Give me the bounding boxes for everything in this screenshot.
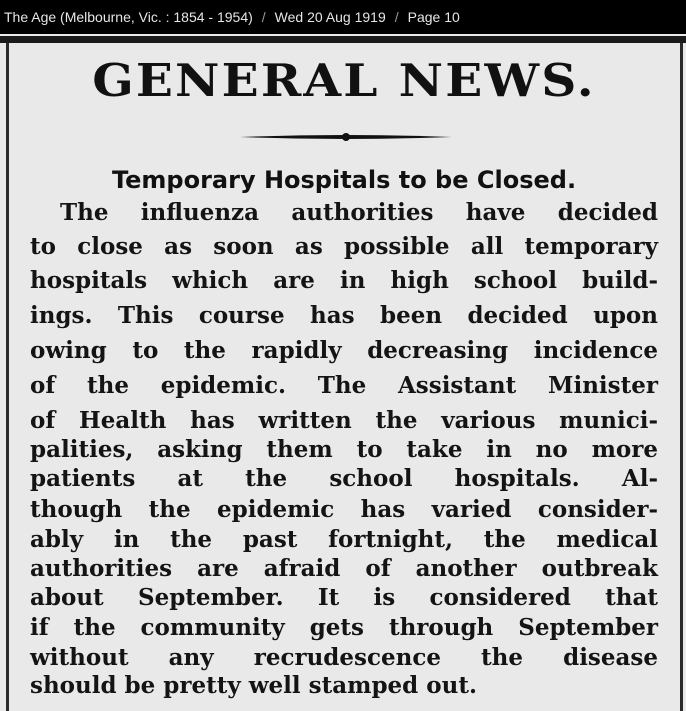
breadcrumb-separator: / — [394, 9, 399, 25]
article-text-line: if the community gets through September — [30, 614, 658, 641]
article-subheading: Temporary Hospitals to be Closed. — [111, 166, 577, 194]
article-text-line: of Health has written the various munici- — [30, 407, 658, 434]
breadcrumb-publication-link[interactable]: The Age (Melbourne, Vic. : 1854 - 1954) — [4, 9, 253, 25]
column-rule-right — [680, 43, 683, 711]
article-text-line: ings. This course has been decided upon — [30, 302, 658, 329]
column-rule-top — [0, 36, 686, 43]
breadcrumb-bar — [0, 0, 686, 34]
breadcrumb-date-link[interactable]: Wed 20 Aug 1919 — [274, 9, 386, 25]
decorative-divider — [240, 131, 452, 143]
breadcrumb-page-link[interactable]: Page 10 — [407, 9, 460, 25]
article-text-line: palities, asking them to take in no more — [30, 436, 658, 463]
article-text-line: without any recrudescence the disease — [30, 644, 658, 671]
article-text-line: owing to the rapidly decreasing incidence — [30, 337, 658, 364]
newspaper-clipping — [0, 34, 686, 711]
article-text-line: The influenza authorities have decided — [60, 199, 658, 226]
article-text-line: authorities are afraid of another outbreak — [30, 555, 658, 582]
article-text-line: should be pretty well stamped out. — [30, 672, 477, 699]
article-text-line: about September. It is considered that — [30, 584, 658, 611]
breadcrumb-separator: / — [261, 9, 266, 25]
article-text-line: though the epidemic has varied consider- — [30, 496, 658, 523]
article-text-line: to close as soon as possible all temporary — [30, 233, 658, 260]
article-text-line: patients at the school hospitals. Al- — [30, 465, 658, 492]
article-headline: GENERAL NEWS. — [92, 54, 596, 107]
article-text-line: hospitals which are in high school build- — [30, 267, 658, 294]
column-rule-left — [6, 43, 9, 711]
article-text-line: of the epidemic. The Assistant Minister — [30, 372, 658, 399]
article-text-line: ably in the past fortnight, the medical — [30, 526, 658, 553]
